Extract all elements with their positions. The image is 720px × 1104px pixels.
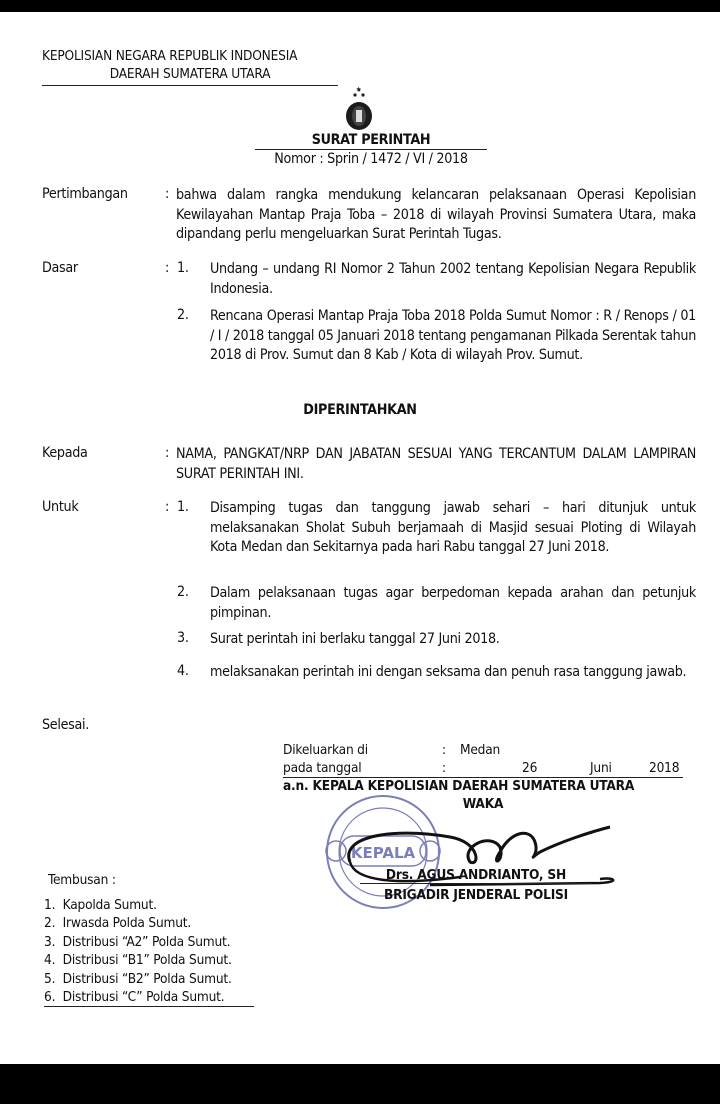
pertimbangan-text: bahwa dalam rangka mendukung kelancaran pelaksanaan Operasi Kepolisian Kewilayahan Mantap Praja Toba – 2018 di wilayah Provinsi Sumatera Utara, maka dipandang perlu mengeluarkan Surat Perintah Tugas.	[176, 187, 696, 242]
untuk-item-text: melaksanakan perintah ini dengan seksama dan penuh rasa tanggung jawab.	[210, 664, 687, 680]
tembusan-item: 6. Distribusi “C” Polda Sumut.	[44, 989, 225, 1006]
issued-place-colon: :	[442, 742, 446, 758]
dasar-label: Dasar	[42, 260, 78, 276]
untuk-label: Untuk	[42, 499, 79, 515]
pertimbangan-label: Pertimbangan	[42, 186, 128, 202]
tembusan-item: 5. Distribusi “B2” Polda Sumut.	[44, 970, 232, 987]
document-title: SURAT PERINTAH	[255, 132, 487, 150]
tembusan-list	[44, 896, 254, 1007]
issued-place-value: Medan	[460, 742, 501, 758]
tembusan-item: 2. Irwasda Polda Sumut.	[44, 915, 192, 932]
dasar-item-number: 2.	[177, 307, 189, 323]
region-name: DAERAH SUMATERA UTARA	[42, 66, 338, 86]
diperintahkan-heading: DIPERINTAHKAN	[303, 402, 417, 418]
issued-date-year: 2018	[649, 760, 680, 776]
kepada-colon: :	[165, 445, 170, 461]
untuk-item-text: Disamping tugas dan tanggung jawab sehari – hari ditunjuk untuk melaksanakan Sholat Subuh berjamaah di Masjid sesuai Ploting di Wilayah Kota Medan dan Sekitarnya pada hari Rabu tanggal 27 Juni 2018.	[210, 500, 696, 555]
svg-text:KEPALA: KEPALA	[350, 844, 416, 862]
untuk-item-text: Surat perintah ini berlaku tanggal 27 Juni 2018.	[210, 631, 500, 647]
untuk-item-number: 1.	[177, 499, 189, 515]
tembusan-item: 3. Distribusi “A2” Polda Sumut.	[44, 933, 231, 950]
untuk-colon: :	[165, 499, 170, 515]
issued-date-month: Juni	[590, 760, 612, 776]
dasar-item-number: 1.	[177, 260, 189, 276]
document-page	[0, 12, 720, 1064]
issued-date-label: pada tanggal	[283, 760, 362, 776]
pertimbangan-colon: :	[165, 186, 170, 202]
issued-date-day: 26	[522, 760, 538, 776]
document-number: Nomor : Sprin / 1472 / VI / 2018	[274, 151, 468, 167]
dasar-item-text: Undang – undang RI Nomor 2 Tahun 2002 tentang Kepolisian Negara Republik Indonesia.	[210, 261, 696, 297]
untuk-item-number: 4.	[177, 663, 189, 679]
polri-emblem-icon	[343, 86, 375, 132]
dasar-item-text: Rencana Operasi Mantap Praja Toba 2018 Polda Sumut Nomor : R / Renops / 01 / I / 2018 tanggal 05 Januari 2018 tentang pengamanan Pilkada Serentak tahun 2018 di Prov. Sumut dan 8 Kab / Kota di wilayah Prov. Sumut.	[210, 308, 696, 363]
dasar-colon: :	[165, 260, 170, 276]
issued-date-colon: :	[442, 760, 446, 776]
tembusan-item: 1. Kapolda Sumut.	[44, 897, 157, 913]
institution-name: KEPOLISIAN NEGARA REPUBLIK INDONESIA	[42, 48, 298, 64]
issued-place-label: Dikeluarkan di	[283, 742, 368, 758]
signer-position: WAKA	[462, 796, 504, 812]
on-behalf-line: a.n. KEPALA KEPOLISIAN DAERAH SUMATERA UTARA	[283, 778, 635, 794]
signer-name: Drs. AGUS ANDRIANTO, SH	[360, 867, 592, 884]
tembusan-item: 4. Distribusi “B1” Polda Sumut.	[44, 952, 232, 969]
untuk-item-number: 3.	[177, 630, 189, 646]
tembusan-label: Tembusan :	[48, 872, 116, 888]
issued-date-row	[283, 760, 683, 778]
untuk-item-text: Dalam pelaksanaan tugas agar berpedoman kepada arahan dan petunjuk pimpinan.	[210, 585, 696, 621]
kepada-label: Kepada	[42, 445, 88, 461]
untuk-item-number: 2.	[177, 584, 189, 600]
signer-rank: BRIGADIR JENDERAL POLISI	[384, 887, 568, 903]
kepada-text: NAMA, PANGKAT/NRP DAN JABATAN SESUAI YANG TERCANTUM DALAM LAMPIRAN SURAT PERINTAH INI.	[176, 446, 696, 482]
selesai-text: Selesai.	[42, 717, 90, 733]
